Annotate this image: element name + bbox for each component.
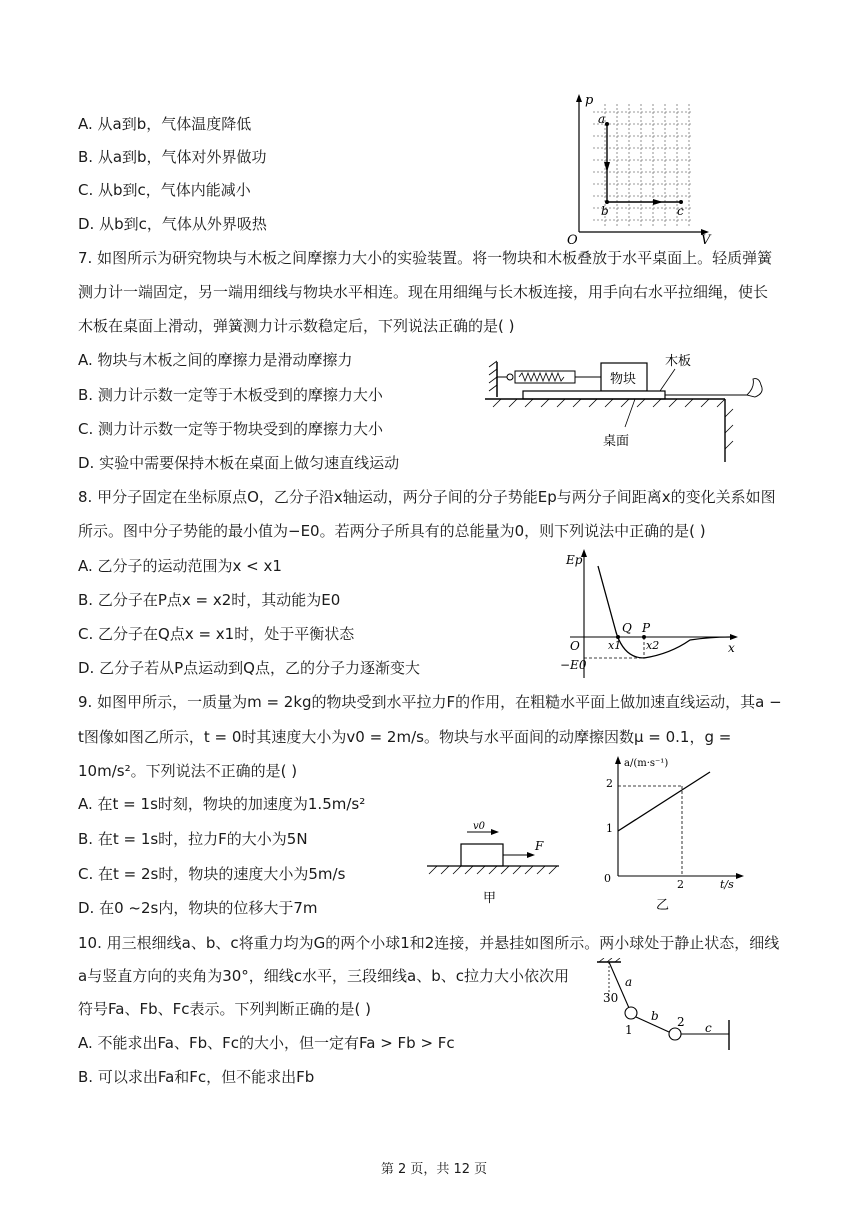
q9-y-axis-label: a/(m·s⁻¹): [624, 758, 669, 769]
q8-origin-label: O: [570, 639, 580, 653]
q8-neg-e0-label: −E0: [560, 658, 587, 672]
q9-origin-label: 0: [604, 872, 611, 885]
q9-v0-label: v0: [473, 821, 486, 832]
q7-stem-line-2: 测力计一端固定，另一端用细线与物块水平相连。现在用细绳与长木板连接，用手向右水平拉细绳，使长: [78, 283, 769, 301]
q6-origin-label: O: [567, 233, 578, 247]
q6-pv-diagram: [565, 92, 715, 251]
q6-p-label: p: [585, 93, 594, 108]
q10-b-label: b: [651, 1009, 659, 1023]
q10-ball-2: [669, 1028, 681, 1040]
q7-table-label: 桌面: [603, 434, 630, 449]
q10-stem-line-2: a与竖直方向的夹角为30°，细线c水平，三段细线a、b、c拉力大小依次用: [78, 967, 569, 985]
q6-point-c: c: [677, 204, 684, 218]
q8-x1-label: x1: [608, 639, 622, 652]
q8-p-label: P: [642, 621, 651, 635]
q10-ball-1-label: 1: [625, 1023, 633, 1037]
q9-option-c: C. 在t = 2s时，物块的速度大小为5m/s: [78, 865, 346, 883]
q10-option-a: A. 不能求出Fa、Fb、Fc的大小，但一定有Fa > Fb > Fc: [78, 1034, 455, 1052]
q8-q-label: Q: [622, 621, 632, 635]
q9-y-tick-2: 2: [606, 777, 613, 790]
q10-stem-line-1: 10. 用三根细线a、b、c将重力均为G的两个小球1和2连接，并悬挂如图所示。两小球处于静止状态，细线: [78, 934, 780, 952]
q10-c-label: c: [705, 1021, 712, 1035]
q9-stem-line-2: t图像如图乙所示，t = 0时其速度大小为v0 = 2m/s。物块与水平面间的动摩擦因数μ = 0.1，g =: [78, 728, 732, 746]
q8-x-label: x: [728, 641, 735, 655]
q10-angle-label: 30: [603, 991, 619, 1005]
q10-ball-2-label: 2: [677, 1015, 685, 1029]
q10-option-b: B. 可以求出Fa和Fc，但不能求出Fb: [78, 1068, 315, 1086]
q7-option-c: C. 测力计示数一定等于物块受到的摩擦力大小: [78, 420, 384, 438]
q9-f-label: F: [535, 839, 544, 853]
q8-ep-x-diagram: [560, 548, 740, 687]
q7-option-b: B. 测力计示数一定等于木板受到的摩擦力大小: [78, 386, 383, 404]
q9-x-axis-label: t/s: [720, 878, 734, 891]
q10-balls-figure: [595, 958, 745, 1062]
q9-figure-jia: [425, 820, 565, 914]
q8-stem-line-2: 所示。图中分子势能的最小值为−E0。若两分子所具有的总能量为0，则下列说法中正确的是( ): [78, 522, 706, 540]
q9-caption-yi: 乙: [656, 898, 670, 913]
q9-stem-line-3: 10m/s²。下列说法不正确的是( ): [78, 762, 298, 780]
q7-stem-line-1: 7. 如图所示为研究物块与木板之间摩擦力大小的实验装置。将一物块和木板叠放于水平桌面上。轻质弹簧: [78, 249, 773, 267]
q10-ball-1: [625, 1007, 637, 1019]
q9-option-a: A. 在t = 1s时刻，物块的加速度为1.5m/s²: [78, 795, 366, 813]
q7-board: [523, 391, 665, 399]
q8-stem-line-1: 8. 甲分子固定在坐标原点O，乙分子沿x轴运动，两分子间的分子势能Ep与两分子间距离x的变化关系如图: [78, 488, 776, 506]
q7-block-label: 物块: [610, 372, 637, 387]
q9-option-b: B. 在t = 1s时，拉力F的大小为5N: [78, 830, 308, 848]
q9-option-d: D. 在0 ~2s内，物块的位移大于7m: [78, 899, 318, 917]
q9-caption-jia: 甲: [483, 891, 497, 906]
q6-option-d: D. 从b到c，气体从外界吸热: [78, 215, 267, 233]
q6-option-a: A. 从a到b，气体温度降低: [78, 115, 252, 133]
q7-hand: [747, 379, 762, 397]
q9-y-tick-1: 1: [606, 822, 613, 835]
q8-x2-label: x2: [646, 639, 660, 652]
q7-spring-scale: [515, 371, 575, 383]
q8-option-d: D. 乙分子若从P点运动到Q点，乙的分子力逐渐变大: [78, 659, 420, 677]
q10-a-label: a: [625, 975, 633, 989]
q10-stem-line-3: 符号Fa、Fb、Fc表示。下列判断正确的是( ): [78, 1000, 371, 1018]
q9-series-line: [618, 772, 710, 831]
q7-wall-hatch: [489, 361, 497, 391]
q9-block: [461, 844, 503, 866]
q8-option-a: A. 乙分子的运动范围为x < x1: [78, 557, 282, 575]
q6-point-a: a: [598, 112, 606, 126]
q8-ep-label: Ep: [566, 553, 583, 567]
q8-option-c: C. 乙分子在Q点x = x1时，处于平衡状态: [78, 625, 355, 643]
q6-v-label: V: [701, 233, 711, 247]
page-footer: 第 2 页，共 12 页: [380, 1162, 488, 1177]
q8-option-b: B. 乙分子在P点x = x2时，其动能为E0: [78, 591, 341, 609]
q9-stem-line-1: 9. 如图甲所示，一质量为m = 2kg的物块受到水平拉力F的作用，在粗糙水平面上做加速直线运动，其a −: [78, 693, 782, 711]
q9-figure-yi: [590, 752, 755, 918]
q7-option-a: A. 物块与木板之间的摩擦力是滑动摩擦力: [78, 351, 353, 369]
q7-board-label: 木板: [665, 354, 692, 369]
q6-option-b: B. 从a到b，气体对外界做功: [78, 148, 267, 166]
q7-apparatus-figure: [485, 347, 785, 466]
q9-x-tick-2: 2: [677, 878, 684, 891]
q6-point-b: b: [601, 204, 609, 218]
q6-option-c: C. 从b到c，气体内能减小: [78, 181, 251, 199]
q7-stem-line-3: 木板在桌面上滑动，弹簧测力计示数稳定后，下列说法正确的是( ): [78, 317, 515, 335]
q7-option-d: D. 实验中需要保持木板在桌面上做匀速直线运动: [78, 454, 400, 472]
